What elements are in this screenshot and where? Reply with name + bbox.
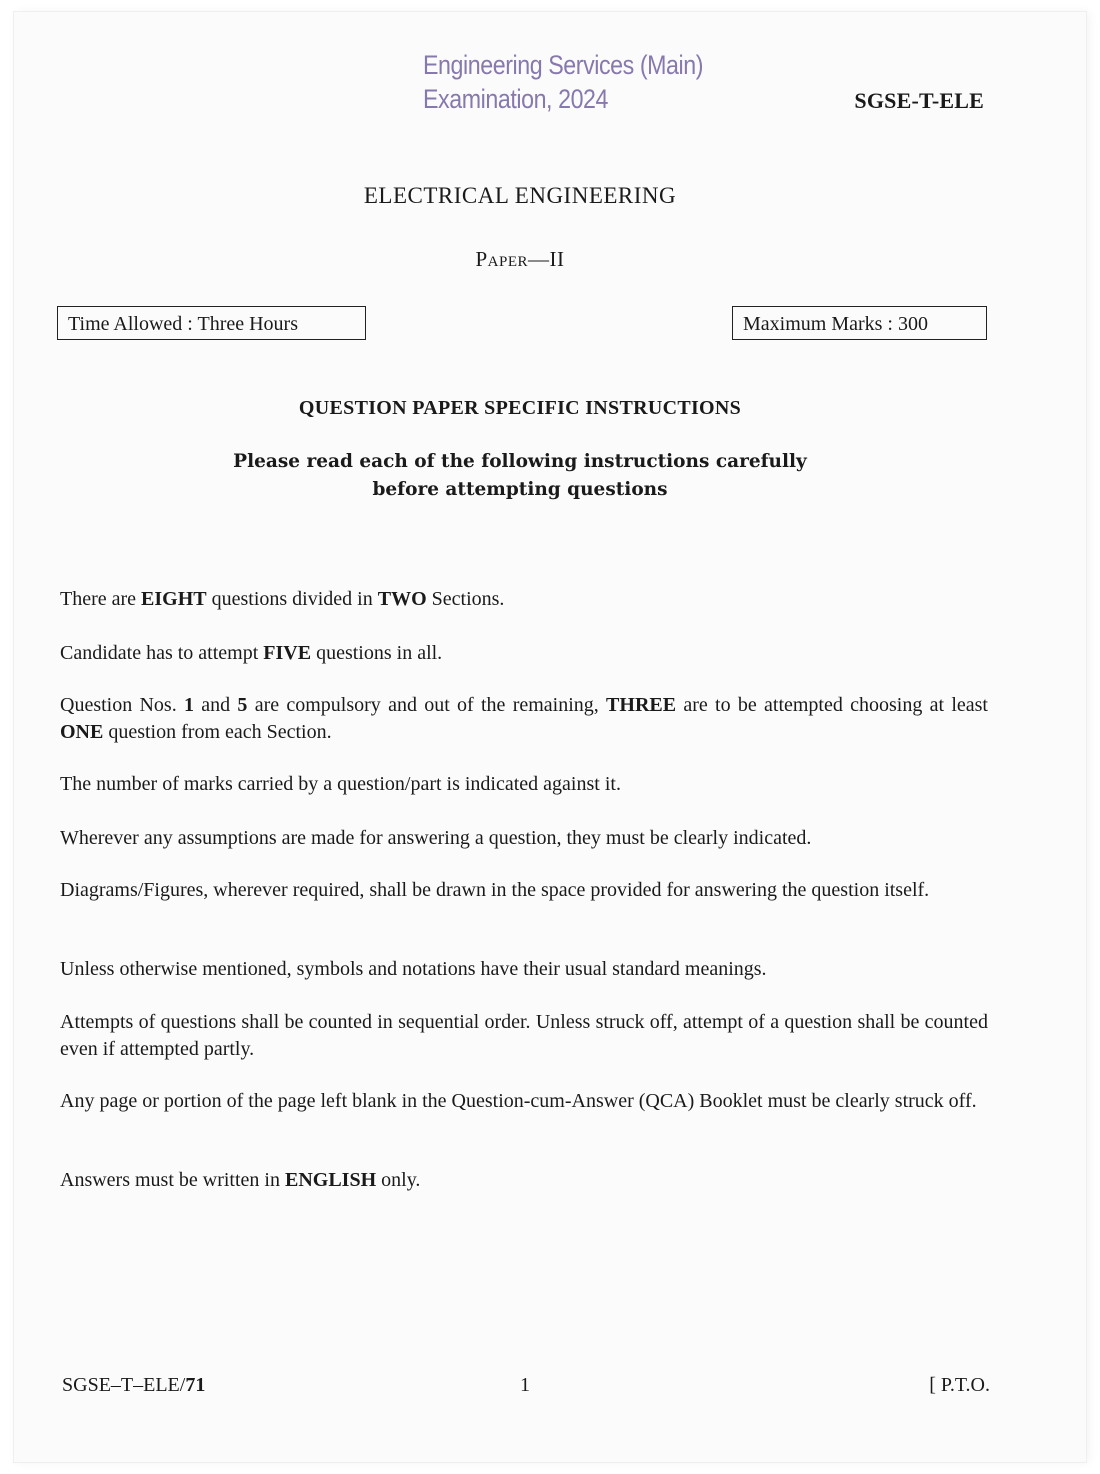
text: question from each Section. (103, 721, 332, 743)
paper-code: SGSE-T-ELE (854, 88, 984, 113)
instructions-subheading-line-1: Please read each of the following instructions carefully (233, 451, 807, 472)
emphasis: ONE (60, 721, 104, 743)
text: Candidate has to attempt (60, 642, 264, 664)
instruction-5: Wherever any assumptions are made for answering a question, they must be clearly indicated. (60, 827, 812, 849)
subject-title: ELECTRICAL ENGINEERING (363, 183, 677, 208)
instruction-1 (60, 586, 988, 613)
text: questions in all. (311, 642, 443, 664)
instruction-3 (60, 692, 988, 746)
emphasis: EIGHT (141, 588, 207, 610)
footer-code-number: 71 (185, 1374, 206, 1396)
text: are compulsory and out of the remaining, (247, 694, 607, 716)
time-allowed-box: Time Allowed : Three Hours (57, 306, 366, 340)
instructions-heading: QUESTION PAPER SPECIFIC INSTRUCTIONS (298, 397, 742, 419)
text: Answers must be written in (60, 1169, 285, 1191)
text: Question Nos. (60, 694, 184, 716)
footer-code-prefix: SGSE–T–ELE/ (62, 1374, 186, 1396)
emphasis: THREE (606, 694, 677, 716)
emphasis: TWO (377, 588, 427, 610)
text: are to be attempted choosing at least (676, 694, 988, 716)
emphasis: ENGLISH (284, 1169, 377, 1191)
emphasis: 5 (237, 694, 248, 716)
instruction-10 (60, 1167, 988, 1194)
page-number: 1 (520, 1374, 530, 1396)
text: questions divided in (206, 588, 378, 610)
instruction-6: Diagrams/Figures, wherever required, shall be drawn in the space provided for answering the question itself. (60, 879, 930, 901)
instruction-8: Attempts of questions shall be counted in sequential order. Unless struck off, attempt of a question shall be counted even if attempted partly. (60, 1011, 988, 1060)
instructions-subheading-line-2: before attempting questions (372, 479, 668, 500)
paper-number: Paper—II (475, 247, 565, 271)
exam-stamp (423, 48, 704, 116)
stamp-line-2: Examination, 2024 (423, 84, 609, 114)
text: only. (376, 1169, 421, 1191)
instruction-2 (60, 640, 988, 667)
instruction-4: The number of marks carried by a question/part is indicated against it. (60, 773, 621, 795)
emphasis: FIVE (263, 642, 312, 664)
text: Sections. (426, 588, 505, 610)
stamp-line-1: Engineering Services (Main) (423, 50, 704, 80)
instruction-9: Any page or portion of the page left blank in the Question-cum-Answer (QCA) Booklet must be clearly struck off. (60, 1090, 977, 1112)
instruction-7: Unless otherwise mentioned, symbols and notations have their usual standard meanings. (60, 958, 767, 980)
emphasis: 1 (184, 694, 194, 716)
maximum-marks-box: Maximum Marks : 300 (732, 306, 987, 340)
instructions-subheading (0, 448, 1040, 504)
footer-paper-code (62, 1374, 205, 1397)
text: and (194, 694, 238, 716)
pto-marker: [ P.T.O. (929, 1374, 990, 1396)
text: There are (60, 588, 142, 610)
